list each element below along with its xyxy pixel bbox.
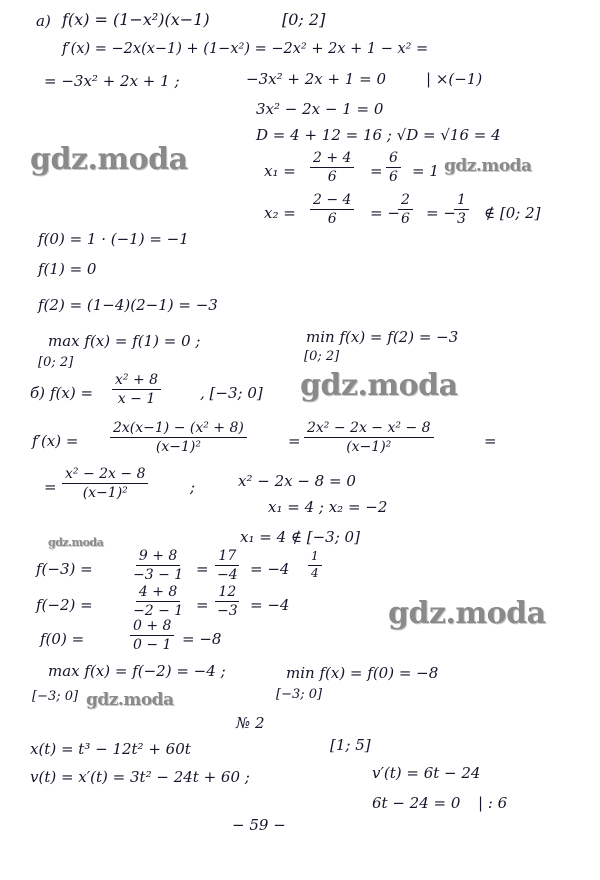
- f-of-minus2-fraction: [130, 584, 186, 619]
- root1-prefix: x₁ =: [264, 162, 296, 180]
- root2-prefix: x₂ =: [264, 204, 296, 222]
- part-b-derivative-numerator: 2x(x−1) − (x² + 8): [110, 420, 247, 438]
- root2-equals2: = −: [426, 204, 456, 222]
- f-of-0-b-denominator: 0 − 1: [133, 637, 172, 654]
- part-a-max-interval: [0; 2]: [38, 355, 74, 370]
- f-of-minus3-prefix: f(−3) =: [36, 560, 93, 578]
- f-of-minus3-mixed-fraction: [308, 550, 322, 581]
- f-of-0-b-result: = −8: [182, 630, 222, 648]
- part-a-function: f(x) = (1−x²)(x−1): [62, 10, 210, 29]
- f-of-0-b-numerator: 0 + 8: [130, 618, 174, 636]
- f-of-minus3-denominator: −3 − 1: [133, 567, 184, 584]
- part-a-discriminant: D = 4 + 12 = 16 ; √D = √16 = 4: [256, 126, 501, 144]
- root2-not-in-interval: ∉ [0; 2]: [484, 204, 541, 222]
- task2-acceleration: v′(t) = 6t − 24: [372, 764, 481, 782]
- root1-numerator2: 6: [386, 150, 401, 168]
- f-of-0: f(0) = 1 · (−1) = −1: [38, 230, 189, 248]
- root2-denominator2: 6: [401, 211, 410, 228]
- root2-denominator: 6: [327, 211, 337, 228]
- root2-denominator3: 3: [457, 211, 466, 228]
- root2-fraction2: [398, 192, 413, 227]
- root1-result: = 1: [412, 162, 439, 180]
- part-b-derivative2-fraction: [62, 466, 148, 501]
- part-a-interval: [0; 2]: [282, 10, 326, 29]
- part-a-equation: −3x² + 2x + 1 = 0: [246, 70, 386, 88]
- f-of-minus2-equals: =: [196, 596, 209, 614]
- part-b-derivative2-numerator: x² − 2x − 8: [62, 466, 148, 484]
- f-of-minus2-denominator2: −3: [217, 603, 238, 620]
- f-of-minus2-prefix: f(−2) =: [36, 596, 93, 614]
- part-b-derivative-equals2: =: [484, 432, 497, 450]
- part-b-function-denominator: x − 1: [117, 391, 156, 408]
- part-b-derivative-denominator2: (x−1)²: [346, 439, 392, 456]
- root1-fraction2: [386, 150, 401, 185]
- f-of-minus3-mixed-denominator: 4: [311, 565, 319, 580]
- root1-numerator: 2 + 4: [310, 150, 354, 168]
- root1-denominator: 6: [327, 169, 337, 186]
- f-of-minus3-denominator2: −4: [217, 567, 238, 584]
- root2-fraction: [310, 192, 354, 227]
- part-b-derivative-fraction: [110, 420, 247, 455]
- f-of-minus3-mixed-numerator: 1: [308, 550, 322, 566]
- part-b-roots: x₁ = 4 ; x₂ = −2: [268, 498, 388, 516]
- task2-velocity: v(t) = x′(t) = 3t² − 24t + 60 ;: [30, 768, 250, 786]
- part-b-derivative-denominator: (x−1)²: [155, 439, 201, 456]
- part-b-min: min f(x) = f(0) = −8: [286, 664, 439, 682]
- part-b-function-prefix: f(x) =: [50, 384, 94, 402]
- f-of-minus2-numerator2: 12: [215, 584, 239, 602]
- task2-position: x(t) = t³ − 12t² + 60t: [30, 740, 191, 758]
- task2-divide-note: | : 6: [478, 794, 508, 812]
- task2-interval: [1; 5]: [330, 736, 371, 754]
- f-of-minus2-result: = −4: [250, 596, 290, 614]
- part-a-derivative-line2: = −3x² + 2x + 1 ;: [44, 72, 180, 90]
- part-a-min-interval: [0; 2]: [304, 349, 340, 364]
- f-of-1: f(1) = 0: [38, 260, 97, 278]
- root1-fraction: [310, 150, 354, 185]
- part-b-derivative2-suffix: ;: [190, 478, 196, 496]
- part-a-derivative-line1: f′(x) = −2x(x−1) + (1−x²) = −2x² + 2x + 1 − x² =: [62, 41, 429, 57]
- part-b-derivative-fraction2: [304, 420, 434, 455]
- root1-denominator2: 6: [389, 169, 398, 186]
- watermark: gdz.moda: [300, 368, 458, 403]
- watermark: gdz.moda: [48, 536, 104, 549]
- watermark: gdz.moda: [388, 596, 546, 631]
- part-a-multiply-note: | ×(−1): [426, 70, 483, 88]
- part-a-label: а): [36, 12, 51, 30]
- part-a-max: max f(x) = f(1) = 0 ;: [48, 332, 201, 350]
- part-b-derivative-equals: =: [288, 432, 301, 450]
- f-of-minus3-fraction: [130, 548, 186, 583]
- page-number: − 59 −: [232, 816, 286, 834]
- f-of-minus3-numerator2: 17: [215, 548, 239, 566]
- watermark: gdz.moda: [86, 690, 174, 710]
- part-b-derivative2-prefix: =: [44, 478, 57, 496]
- f-of-minus3-fraction2: [214, 548, 241, 583]
- part-b-equation: x² − 2x − 8 = 0: [238, 472, 356, 490]
- root2-fraction3: [454, 192, 469, 227]
- root2-numerator3: 1: [454, 192, 469, 210]
- root2-numerator: 2 − 4: [310, 192, 354, 210]
- f-of-0-b-prefix: f(0) =: [40, 630, 85, 648]
- part-a-equation2: 3x² − 2x − 1 = 0: [256, 100, 384, 118]
- f-of-minus2-fraction2: [214, 584, 241, 619]
- root2-equals: = −: [370, 204, 400, 222]
- task2-heading: № 2: [236, 714, 265, 732]
- root1-equals: =: [370, 162, 383, 180]
- part-b-function-fraction: [112, 372, 161, 407]
- f-of-minus3-result: = −4: [250, 560, 290, 578]
- f-of-minus2-numerator: 4 + 8: [136, 584, 180, 602]
- part-b-derivative2-denominator: (x−1)²: [82, 485, 128, 502]
- f-of-2: f(2) = (1−4)(2−1) = −3: [38, 296, 218, 314]
- watermark: gdz.moda: [30, 142, 188, 177]
- watermark: gdz.moda: [444, 156, 532, 176]
- part-b-label: б): [30, 384, 46, 402]
- part-b-min-interval: [−3; 0]: [276, 687, 323, 702]
- part-b-interval: , [−3; 0]: [200, 384, 263, 402]
- f-of-0-b-fraction: [130, 618, 174, 653]
- f-of-minus2-denominator: −2 − 1: [133, 603, 184, 620]
- part-a-min: min f(x) = f(2) = −3: [306, 328, 459, 346]
- part-b-derivative-numerator2: 2x² − 2x − x² − 8: [304, 420, 434, 438]
- root2-numerator2: 2: [398, 192, 413, 210]
- part-b-max-interval: [−3; 0]: [32, 689, 79, 704]
- task2-equation: 6t − 24 = 0: [372, 794, 461, 812]
- part-b-max: max f(x) = f(−2) = −4 ;: [48, 662, 226, 680]
- f-of-minus3-numerator: 9 + 8: [136, 548, 180, 566]
- part-b-derivative-prefix: f′(x) =: [32, 432, 79, 450]
- part-b-function-numerator: x² + 8: [112, 372, 161, 390]
- f-of-minus3-equals: =: [196, 560, 209, 578]
- part-b-root-note: x₁ = 4 ∉ [−3; 0]: [240, 528, 360, 546]
